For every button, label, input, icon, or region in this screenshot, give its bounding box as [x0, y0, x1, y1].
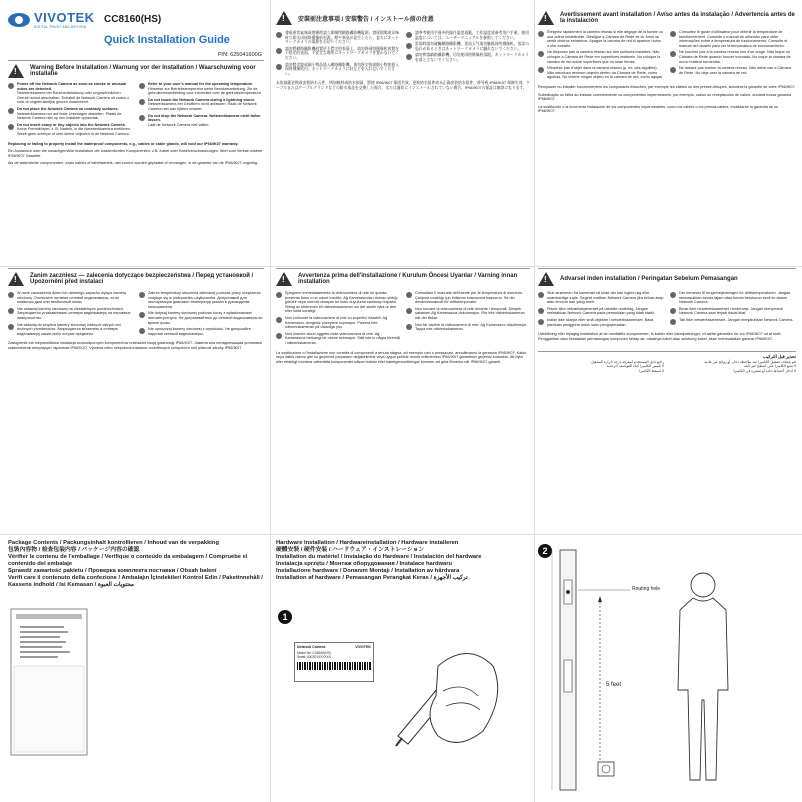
warning-item: Consultez le guide d'utilisateur pour obtenir la température de fonctionnement. Consulte o manual do utilizador para obter informações sobre a temperatura de funcionamento. Consulte el manual del usuario para ver la temperatura de funcionamiento. [670, 30, 796, 48]
temperature-icon [670, 292, 676, 298]
guide-title: Quick Installation Guide [104, 34, 230, 46]
warranty-note: La sostituzione o l'installazione non corretta di componenti a tenuta stagna, ad esempio cavi o pressacavi, annulleranno la garanzia IP66/IK07. Kablo veya kablo rakoru gibi su geçirmez parçaların değiştirilmesi veya uygun şekilde monte edilmemesi IP66/IK07 garantinizi geçersiz kılacaktır. Att byta eller felaktigt montera vattentäta komponenter såsom kablar eller kabelgenomföringar kommer att göra förverka vår IP66/IK07-garanti. [276, 350, 527, 364]
lightning-icon [406, 43, 412, 49]
lightning-icon [670, 51, 676, 57]
lightning-icon [139, 312, 145, 318]
pl-ru-cz-warning-panel [8, 268, 264, 530]
no-sharp-objects-icon [276, 64, 282, 70]
temperature-icon [406, 292, 412, 298]
fold-line [0, 534, 802, 535]
warning-item: N'insérez pas d'objet dans la caméra réseau (p. ex. des aiguilles). Não introduza nenhum objecto dentro da Câmara de Rede, como agulhas. No inserte ningún objeto en la cámara de red, como agujas. [538, 66, 664, 80]
lightning-icon [406, 308, 412, 314]
warning-item: 請參考使用手冊中的操作溫度規範。工作温度请参考用户手册。使用温度については、ユーザーマニュアルを参照してください。 [406, 31, 530, 40]
warning-item: 雷雨時請勿碰觸網路攝影機。雷雨天气请勿触摸网络摄像机。落雷の恐れがあるときはネットワークカメラに触れないでください。 [406, 42, 530, 51]
temperature-icon [406, 32, 412, 38]
warning-heading: ! Avvertenza prima dell'installazione / Kurulum Öncesi Uyarılar / Varning innan installation [276, 268, 530, 286]
warning-item: Consultare il manuale dell'utente per la temperatura di esercizio. Çalışma sıcaklığı için kullanım kılavuzuna başvurun. Se din användarmanual för driftstemperatur. [406, 291, 530, 305]
warning-item: Der henvises til brugervejledningen for driftstemperaturen. Jangan memasukkan benda tajam atau benda berukuran kecil ke dalam Network Camera. [670, 291, 796, 305]
warning-icon [276, 272, 292, 286]
warranty-note: 未依規範更換或安裝防水元件，例如線材或防水接頭，將使 IP66/IK07 保固失效。更换防水组件或未正确安装防水组件，将导致 IP66/IK07 保修失效。ケーブルまたはケーブルグランドなどの防水部品を交換した場合、または適切にインストールされていない場合、IP66/IK07の保証は無効になります。 [276, 81, 530, 90]
temperature-icon [670, 31, 676, 37]
mounting-height-diagram [538, 540, 796, 798]
no-sharp-objects-icon [276, 333, 282, 339]
warning-item: 發現異常氣味或煙霧時請立即關閉網路攝影機電源。發现烟雾或异味时立即关闭网络摄像机电源。煙や異臭が発生したら、直ちにネットワークカメラの電源をお切りください。 [276, 31, 400, 45]
hardware-installation-title: Hardware Installation / Hardwareinstallation / Hardware installeren 硬體安裝 / 硬件安装 / ハードウェア・インストレーション Installation du matériel / Instalação do Hardware / Instalación del hardware Instalacja sprzętu / Монтаж оборудования / Instalace hardwaru Installazione hardware / Donanım Montajı / Installation av hårdvara Installation af hardware / Pemasangan Perangkat Keras / تركيب الأجهزة [276, 540, 482, 581]
warning-item: Ne touchez pas à la caméra réseau lors d'un orage. Não toque na Câmara de Rede quando houver trovoada. No toque la cámara de red si hubiera tormentas. [670, 50, 796, 64]
warning-icon [8, 272, 24, 286]
warning-item: Spegnere immediatamente la videocamera di rete se questa presenta fumo o un odore insolito. Ağ Kamerasından duman çıktığı görülür veya normal olmayan bir koku duyulursa kamerayı kapatın. Stäng av strömmen till nätverkskameran om det skulle ryka ur den eller lukta konstigt. [276, 291, 400, 314]
unstable-surface-icon [276, 48, 282, 54]
warranty-note: Replacing or failing to properly install the waterproof components, e.g., cables or cable glands, will void our IP66/IK07 warranty. [8, 141, 239, 146]
warning-item: Sluk strømmen fra kameraet så snart der kan lugtes røg eller usædvanlige lugte. Segera matikan Network Camera jika keluar asap atau tercium bau yang aneh. [538, 291, 664, 305]
fold-line [270, 0, 271, 802]
warning-heading: ! 安裝前注意事項 / 安装警告 / インストール前の注意 [276, 8, 530, 25]
temperature-icon [139, 292, 145, 298]
package-contents-title: Package Contents / Packungsinhalt kontrollieren / Inhoud van de verpakking 包裝內容物 / 检查包装内容 / パッケージ内容の確認 Vérifier le contenu de l'emballage / Verifique o conteúdo da embalagem / Compruebe el contenido del embalaje Sprawdź zawartość pakietu / Проверка комплекта поставки / Obsah balení Verifi care il contenuto della confezione / Ambalajın İçindekileri Kontrol Edin / Paketinnehåll / Kassens indhold / Isi Kemasan / محتويات العبوة [8, 540, 263, 588]
no-drop-icon [670, 67, 676, 73]
unstable-surface-icon [8, 308, 14, 314]
warning-icon [538, 11, 554, 25]
no-smoke-icon [538, 292, 544, 298]
vivotek-logo: VIVOTEK DIGITAL TRUST AND BEYOND [8, 10, 95, 29]
lightning-icon [670, 308, 676, 314]
warranty-note: La sustitución o la incorrecta instalación de los componentes impermeables, como los cables o los prensa-cables, invalidarán la garantía de su IP66/IK07. [538, 104, 779, 114]
no-smoke-icon [538, 31, 544, 37]
unstable-surface-icon [538, 51, 544, 57]
warning-item: Éteignez rapidement la caméra réseau si elle dégage de la fumée ou une odeur inhabituelle. Desligue a Câmara de Rede se vir fumo ou sentir cheiros estranhos. Apague la cámara de red si aparece humo u olor extraño. [538, 30, 664, 48]
da-id-ar-warning-panel [538, 268, 796, 530]
fr-pt-es-warning-panel [538, 8, 796, 268]
warning-item: Non far cadere la videocamera di rete. Ağ Kamerasını düşürmeyin. Tappa inte nätverkskameran. [406, 323, 530, 332]
no-smoke-icon [276, 32, 282, 38]
temperature-icon [139, 83, 145, 89]
cover-panel [8, 8, 264, 268]
warning-item: Nie dotykaj kamery sieciowej podczas burzy z wyładowaniami atmosferycznymi. Не дотрагивайтесь до сетевой видеокамеры во время грозы. [139, 311, 264, 325]
hand-writing-illustration [388, 636, 508, 756]
unstable-surface-icon [276, 317, 282, 323]
warning-item: Placér ikke netværkskameraet på ustabile underlag. Jangan meletakkan Network Camera pada permukaan yang tidak stabil. [538, 307, 664, 316]
warning-item: Ne disposez pas la caméra réseau sur des surfaces instables. Não coloque a Câmara de Rede em superfícies instáveis. No coloque la cámara de red sobre superficies que no sean firmes. [538, 50, 664, 64]
warning-item: Do not place the Network Camera on unsteady surfaces. Netzwerkkamera nur auf feste Unterlagen abstellen. Plaats de Network Camera niet op een instabiel oppervlak. [8, 107, 133, 121]
warranty-note: Zastąpienie lub nieprawidłowa instalacja wodoodpornych komponentów unieważni twoją gwarancję IP66/IK07. Замена или ненадлежащая установка компонентов аннулирует гарантию IP66/IK07. Výměna nebo nesprávná instalace vodotěsných komponent ruší platnost záruky IP66/IK07. [8, 341, 262, 350]
step-1-badge: 1 [278, 610, 292, 624]
warranty-note: Udskiftning eller fejlagtig installation af de vandtætte komponenter, fx kabler eller kabelpakninger, vil sætte garantien for vor IP66/IK07 ud af kraft. Penggantian atau kesalahan pemasangan komponen kedap air, misalnya kabel atau selubung kabel, akan membatalkan garansi IP66/IK07. [538, 332, 782, 341]
no-drop-icon [670, 319, 676, 325]
warning-item: Nie ustawiaj kamery sieciowej na niestabilnych powierzchniach. Запрещается устанавливать сетевую видеокамеру на неровных поверхностях. [8, 307, 133, 321]
hardware-installation-panel [276, 540, 530, 798]
warning-item: 請勿將尖銳或細小物品插入網路攝影機。请勿将尖锐或细小物体插入网络摄像机内。ネットワークカメラに針などを入れないでください。 [276, 63, 400, 77]
unstable-surface-icon [538, 308, 544, 314]
warranty-note: Remplacer ou installer incorrectement les composants étanches, par exemple les câbles ou des presse-étoupes, annulera la garantie de votre IP66/IK07. [538, 84, 796, 89]
warning-item: Non collocare la videocamera di rete su superfici instabili. Ağ Kamerasını dengesiz yüzeylere koymayın. Placera inte nätverkskameran på ostadiga ytor. [276, 316, 400, 330]
arabic-warnings: تحذير قبل التركيب قم بإيقاف تشغيل الكاميرا عند ملاحظة دخان أو روائح غير عادية راجع دليل المستخدم لمعرفة درجة حرارة التشغيل لا تضع الكاميرا على أسطح غير ثابتة لا تلمس الكاميرا أثناء العواصف الرعدية لا تُدخل أجسامًا حادة أو صغيرة في الكاميرا لا تُسقط الكاميرا [538, 351, 796, 373]
warranty-note: Substituição ou falha ao instalar correctamente os componentes impermeáveis, por exemplo, cabos ou receptáculos de cabos, anulará nossa garantia IP66/IK07. [538, 92, 792, 102]
warning-item: Nie upuszczaj kamery sieciowej z wysokości. Не допускайте падения сетевой видеокамеры. [139, 327, 264, 336]
camera-serial-label: Network Camera VIVOTEK Model No: CC8160(HS) Serial: 0002D1XXXXXX [294, 642, 374, 682]
warning-item: Refer to your user's manual for the operating temperature. Hinweise zur Betriebstemperatur siehe Benutzeranleitung. Zie de gebruikershandleiding voor informatie over de gebruikstemperatuur. [139, 82, 264, 96]
warning-item: Zakres temperatury otoczenia zalecanej podczas pracy urządzenia znajduje się w podręczniku użytkownika. Допустимый для эксплуатации диапазон температур указан в руководстве пользователя. [139, 291, 264, 309]
cjk-warning-panel [276, 8, 530, 268]
warning-item: W razie zauważenia dymu lub dziwnego zapachu wyłącz kamerę sieciową. Отключите питание сетевой видеокамеры, если появился дым или необычный запах. [8, 291, 133, 305]
barcode-icon [297, 662, 371, 670]
mount-height-label: 5 feet [606, 682, 622, 688]
warning-heading: ! Avertissement avant installation / Aviso antes da instalação / Advertencia antes de la instalación [538, 8, 796, 25]
warning-item: Tab ikke netværkskameraet. Jangan menjatuhkan Network Camera. [670, 318, 796, 325]
warning-item: Do not touch the Network Camera during a lightning storm. Netzwerkkamera bei Gewittern nicht anfassen. Raak de Network Camera niet aan tijdens onweer. [139, 98, 264, 112]
quick-guide-booklet-image [10, 608, 90, 758]
warning-heading: ! Advarsel inden installation / Peringatan Sebelum Pemasangan [538, 268, 796, 286]
step-2-badge: 2 [538, 544, 552, 558]
it-tr-sv-warning-panel [276, 268, 530, 530]
fold-line [534, 0, 535, 802]
no-drop-icon [406, 324, 412, 330]
no-drop-icon [406, 54, 412, 60]
warning-heading: ! Warning Before Installation / Warnung vor der Installation / Waarschuwing voor installatie [8, 60, 264, 78]
no-sharp-objects-icon [8, 124, 14, 130]
no-smoke-icon [276, 292, 282, 298]
warning-item: Do not insert sharp or tiny objects into the Network Camera. Keine Fremdkörper, z. B. Nadeln, in die Netzwerkkamera einführen. Steek geen scherpe of zeer kleine objecten in de Network Camera. [8, 123, 133, 137]
no-smoke-icon [8, 292, 14, 298]
warning-item: 請勿將網路攝影機放置於不穩定的表面上。请勿将网络摄像机放置在不稳定的表面。不安定な場所にネットワークカメラを置かないでください。 [276, 47, 400, 61]
no-drop-icon [139, 328, 145, 334]
no-sharp-objects-icon [538, 67, 544, 73]
warning-item: Non toccare la videocamera di rete durante i temporali. Şimşek çakarken Ağ Kamerasına dokunmayın. Rör inte nätverkskameran när det åskar. [406, 307, 530, 321]
warning-item: Do not drop the Network Camera. Netzwerkkamera nicht fallen lassen. Laat de Network Camera niet vallen. [139, 114, 264, 128]
warning-item: Non inserire alcun oggetto nella videocamera di rete. Ağ Kamerasına herhangi bir nesne sokmayın. Sätt inte in några föremål i nätverkskameran. [276, 332, 400, 346]
no-smoke-icon [8, 83, 14, 89]
no-sharp-objects-icon [538, 319, 544, 325]
warning-icon [8, 64, 24, 78]
part-number: P/N: 625041600G [217, 52, 262, 58]
warning-icon [276, 11, 292, 25]
warning-icon [538, 272, 554, 286]
mounting-panel [538, 540, 796, 798]
warning-item: Power off the Network Camera as soon as smoke or unusual odors are detected. Netzwerkkamera bei Rauchentwicklung oder ungewöhnlichen Geruch sofort abschalten. Schakel de Network Camera uit zodra u rook of ongebruikelijke geuren waarneemt. [8, 82, 133, 105]
warning-item: Ne laissez pas tomber la caméra réseau. Não deixe cair a Câmara de Rede. No deje caer la cámara de red. [670, 66, 796, 75]
unstable-surface-icon [8, 108, 14, 114]
warning-item: Berør ikke netværkskameraet i tordenvejr. Jangan menyentuh Network Camera saat terjadi badai kilat. [670, 307, 796, 316]
routing-hole-label: Routing hole [632, 586, 661, 592]
warranty-note: Ein Austausch oder die unsachgemäße Installation der wasserdichten Komponenten, z.B. Kabel oder Kabelverschraubungen, führt zum Verlust unserer IP66/IK07 Garantie. [8, 149, 263, 158]
warning-heading: ! Zanim zaczniesz — zalecenia dotyczące bezpieczeństwa / Перед установкой / Upozornění před instalací [8, 268, 264, 286]
package-contents-panel [8, 540, 264, 798]
lightning-icon [139, 99, 145, 105]
model-number: CC8160(HS) [104, 14, 162, 25]
vivotek-eye-icon [8, 13, 30, 27]
no-drop-icon [139, 115, 145, 121]
warning-item: Nie wkładaj do wnętrza kamery sieciowej żadnych ostrych ani drobnych przedmiotów. Запрещается вставлять в сетевую видеокамеру какие-либо острые предметы. [8, 323, 133, 337]
warning-item: 請勿摔落網路攝影機。切勿使网络摄像机落地。ネットワークカメラを落とさないでください。 [406, 53, 530, 62]
no-sharp-objects-icon [8, 324, 14, 330]
warning-item: Indfør ikke skarpe eller små objekter i netværkskameraet. Baca panduan pengguna untuk suhu pengoperasian. [538, 318, 664, 327]
warranty-note: Als de waterdichte componenten, zoals kabels of kabelwartels, niet correct worden geplaatst of vervangen, is de garantie van de IP66/IK07 ongeldig. [8, 161, 258, 166]
